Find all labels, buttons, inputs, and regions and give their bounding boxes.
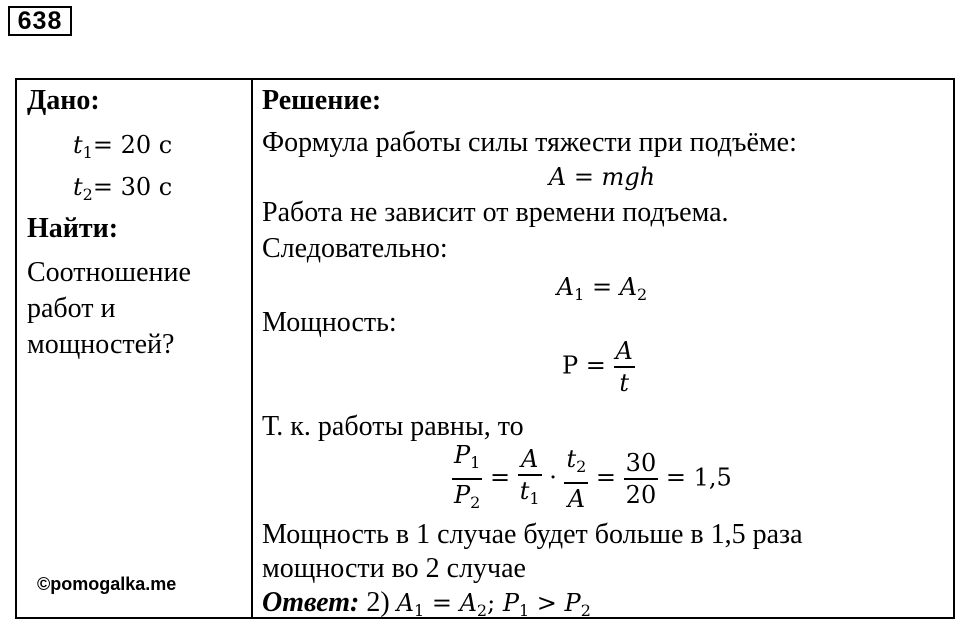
solution-line-6: Мощность в 1 случае будет больше в 1,5 раза — [262, 519, 803, 550]
solution-line-2: Работа не зависит от времени подъема. — [262, 197, 729, 228]
solution-line-1: Формула работы силы тяжести при подъёме: — [262, 127, 797, 158]
given-t2: $t_2= 30$ с — [73, 173, 173, 204]
formula-power-ratio: $\frac{P_1}{P_2}$ = $\frac{A}{t_1}$ · $\frac{t_2}{A}$ = $\frac{30}{20}$ = 1,5 — [454, 441, 732, 513]
solution-line-7: мощности во 2 случае — [262, 553, 526, 584]
formula-equal-work: $A_1 = A_2$ — [556, 273, 648, 304]
column-divider — [251, 80, 253, 617]
find-heading: Найти: — [27, 213, 119, 244]
given-heading: Дано: — [27, 85, 100, 116]
answer-label: Ответ: — [262, 587, 360, 618]
formula-work: A = mgh — [548, 163, 656, 191]
solution-line-4: Мощность: — [262, 307, 397, 338]
solution-heading: Решение: — [262, 85, 382, 116]
formula-power: P = $\frac{A}{t}$ — [562, 337, 633, 397]
solution-line-5: Т. к. работы равны, то — [262, 411, 524, 442]
find-line-1: Соотношение — [27, 257, 191, 288]
problem-number: 638 — [8, 6, 72, 36]
find-line-3: мощностей? — [27, 329, 175, 360]
find-line-2: работ и — [27, 293, 116, 324]
given-t1: $t_1= 20$ с — [73, 131, 173, 162]
watermark: ©pomogalka.me — [37, 574, 177, 594]
solution-line-3: Следовательно: — [262, 233, 448, 264]
answer-formula: $A_1 = A_2$; $P_1 > P_2$ — [396, 589, 591, 620]
solution-table — [15, 78, 955, 619]
answer-line: Ответ: 2) $A_1 = A_2$; $P_1 > P_2$ — [262, 587, 591, 620]
